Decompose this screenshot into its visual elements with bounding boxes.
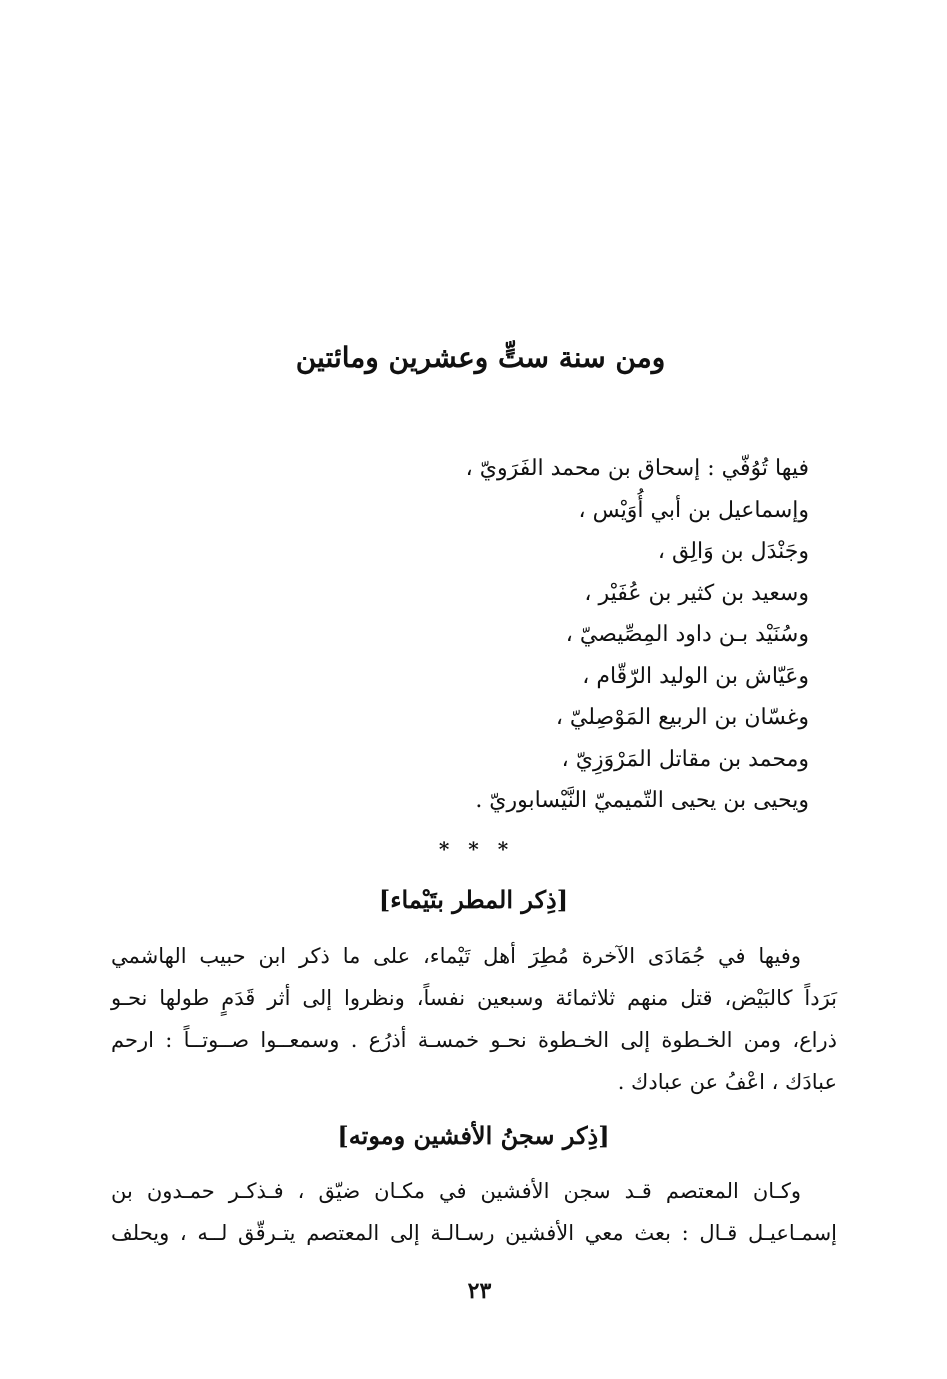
- paragraph-line: إسمـاعيـل قـال : بعث معي الأفشين رسـالـة إلى المعتصم يتـرقّق لــه ، ويحلف: [111, 1221, 837, 1245]
- death-list-item: ومحمد بن مقاتل المَرْوَزِيّ ،: [561, 746, 809, 772]
- paragraph-line: ذراع، ومن الخـطوة إلى الخـطوة نحـو خمسـة أذرُع . وسمعــوا صــوتــاً : ارحم: [111, 1028, 837, 1052]
- death-list-item: فيها تُوُفّي : إسحاق بن محمد الفَرَويّ ،: [465, 456, 809, 481]
- paragraph-line: وفيها في جُمَادَى الآخرة مُطِرَ أهل تَيْماء، على ما ذكر ابن حبيب الهاشمي: [111, 944, 801, 968]
- section-heading-rain: [ذِكر المطر بتَيْماء]: [378, 885, 569, 914]
- section-separator: * * *: [438, 837, 515, 861]
- death-list-item: وغسّان بن الربيع المَوْصِليّ ،: [555, 705, 809, 730]
- paragraph-line: عبادَك ، اعْفُ عن عبادك .: [617, 1070, 837, 1094]
- death-list-item: وإسماعيل بن أبي أُوَيْس ،: [578, 497, 809, 523]
- death-list-item: وعَيّاش بن الوليد الرّقّام ،: [582, 663, 809, 689]
- death-list-item: وجَنْدَل بن وَالِق ،: [657, 539, 809, 564]
- chapter-title: ومن سنة ستٍّ وعشرين ومائتين: [295, 341, 666, 374]
- paragraph-rain: [111, 935, 837, 1103]
- paragraph-line: بَرَداً كالبَيْض، قتل منهم ثلاثمائة وسبعين نفساً، ونظروا إلى أثر قَدَمٍ طولها نحـو: [111, 986, 837, 1010]
- death-list-item: وسُنَيْد بـن داود المِصِّيصيّ ،: [565, 622, 809, 647]
- page-number: ٢٣: [467, 1278, 492, 1304]
- death-list: [389, 448, 809, 822]
- section-heading-afshin: [ذِكر سجنُ الأفشين وموته]: [337, 1121, 610, 1150]
- death-list-item: وسعيد بن كثير بن عُفَيْر ،: [584, 580, 809, 606]
- paragraph-line: وكـان المعتصم قـد سجن الأفشين في مكـان ضيّق ، فـذكـر حمـدون بن: [111, 1179, 801, 1203]
- death-list-item: ويحيى بن يحيى التّميميّ النَّيْسابوريّ .: [475, 788, 809, 813]
- paragraph-afshin: [111, 1170, 837, 1254]
